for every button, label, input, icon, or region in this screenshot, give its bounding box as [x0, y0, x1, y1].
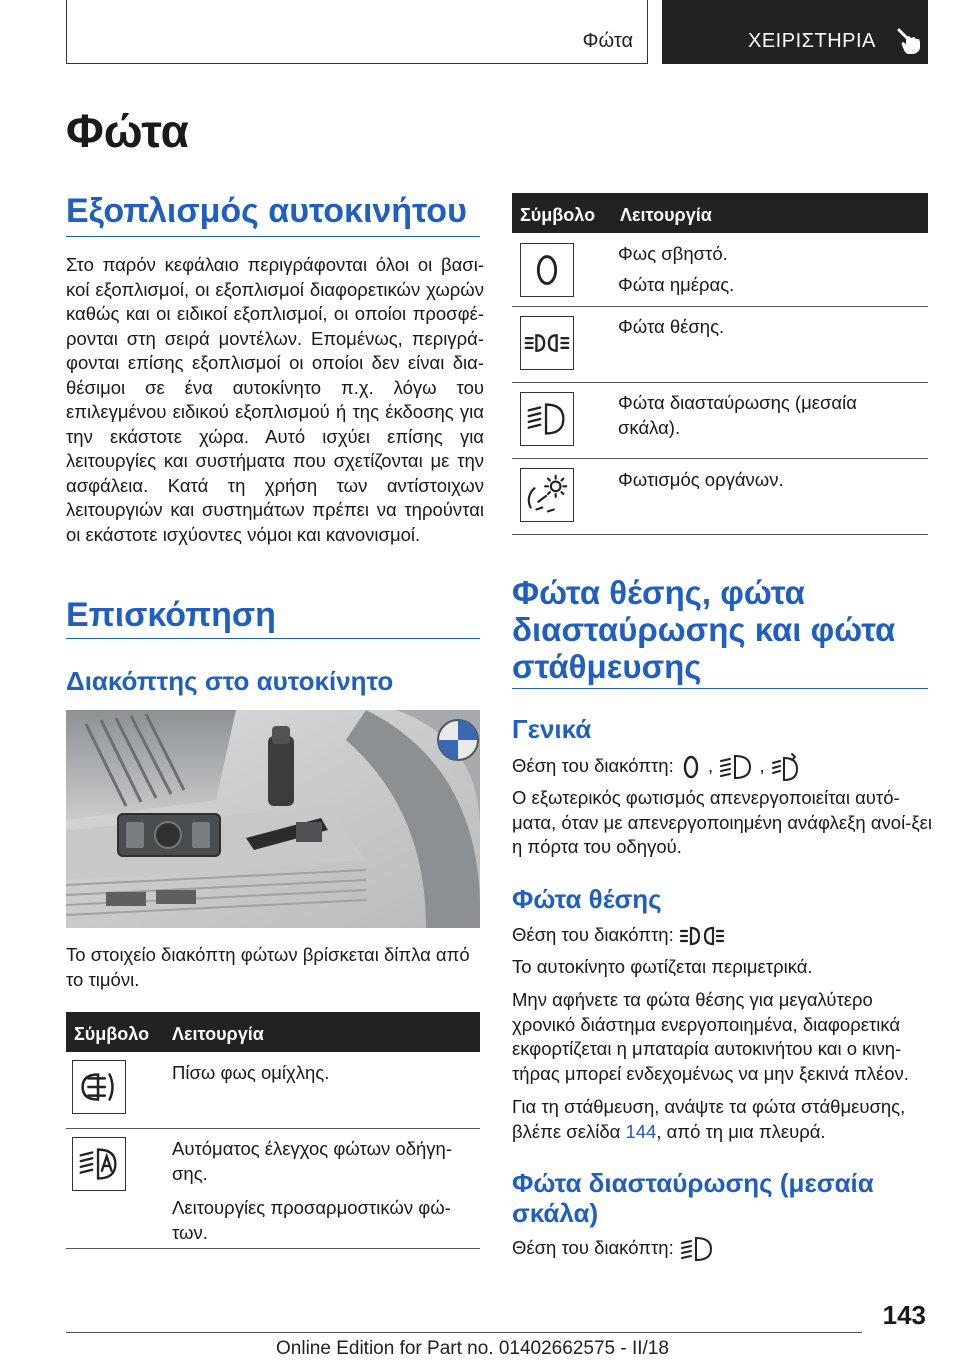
instrument-lighting-icon: [520, 468, 574, 522]
header-chapter-title: ΧΕΙΡΙΣΤΗΡΙΑ: [748, 30, 876, 52]
general-heading: Γενικά: [512, 714, 592, 744]
general-separator-1: ,: [708, 754, 714, 776]
parking-body-3-pre: Για τη στάθμευση, ανάψτε τα φώτα στάθμευσης, βλέπε σελίδα: [512, 1096, 906, 1142]
page-number: 143: [882, 1300, 926, 1330]
parking-body-3-post: , από τη μια πλευρά.: [656, 1120, 826, 1142]
footer-edition: Online Edition for Part no. 01402662575 - II/18: [276, 1338, 669, 1359]
right-table-bottom: [512, 534, 928, 535]
lights-off-icon: [520, 243, 574, 297]
switch-subheading: Διακόπτης στο αυτοκίνητο: [66, 666, 394, 696]
parking-lights-icon: [520, 316, 574, 370]
automatic-headlight-icon: [72, 1137, 126, 1191]
low-beam-inline-icon: [718, 752, 754, 782]
low-beam-switch-label: Θέση του διακόπτη:: [512, 1236, 674, 1258]
left-table-header: [66, 1012, 480, 1052]
light-switch-photo: [66, 710, 480, 928]
rear-fog-light-icon: [72, 1060, 126, 1114]
left-row-2-text-1: Αυτόματος έλεγχος φώτων οδήγη-σης.: [172, 1138, 452, 1184]
right-col-function: Λειτουργία: [620, 205, 712, 225]
switch-caption: Το στοιχείο διακόπτη φώτων βρίσκεται δίπλα από το τιμόνι.: [66, 944, 470, 990]
general-separator-2: ,: [759, 754, 765, 776]
low-beam-icon: [520, 392, 574, 446]
equipment-body: Στο παρόν κεφάλαιο περιγράφονται όλοι οι βασι-κοί εξοπλισμοί, οι εξοπλισμοί διαφορετικών χωρών καθώς και οι ειδικοί εξοπλισμοί, οι οποίοι προσφέ-ρονται στη σειρά μοντέλων. Επομένως, περιγρά-φονται επίσης εξοπλισμοί οι οποίοι δεν είναι δια-θέσιμοι σε ένα αυτοκίνητο π.χ. λόγω του επιλεγμένου ειδικού εξοπλισμού ή της έκδοσης για την εκάστοτε χώρα. Αυτό ισχύει επίσης για λειτουργίες και συστήματα που σχετίζονται με την ασφάλεια. Κατά τη χρήση των αντίστοιχων λειτουργιών και συστημάτων πρέπει να τηρούνται οι εκάστοτε ισχύοντες νόμοι και κανονισμοί.: [66, 254, 484, 545]
parking-lights-inline-icon: [679, 922, 729, 950]
left-row-1-text: Πίσω φως ομίχλης.: [172, 1062, 330, 1083]
header-chapter-box: [662, 0, 928, 64]
equipment-heading: Εξοπλισμός αυτοκινήτου: [66, 192, 467, 230]
lights-section-rule: [512, 688, 928, 689]
page-144-link[interactable]: 144: [625, 1120, 657, 1142]
header-section-title: Φώτα: [582, 30, 633, 52]
parking-body-2: Μην αφήνετε τα φώτα θέσης για μεγαλύτερο χρονικό διάστημα ενεργοποιημένα, διαφορετικά εκφορτίζεται η μπαταρία αυτοκινήτου και ο κινη-τήρας μπορεί ενδεχομένως να μην ξεκινά πλέον.: [512, 989, 909, 1084]
low-beam-heading: Φώτα διασταύρωσης (μεσαία σκάλα): [512, 1168, 874, 1228]
low-beam-inline-icon-2: [679, 1234, 715, 1264]
lights-off-inline-icon: [679, 752, 703, 782]
left-col-symbol: Σύμβολο: [74, 1024, 150, 1044]
parking-heading: Φώτα θέσης: [512, 884, 662, 914]
equipment-rule: [66, 236, 480, 237]
parking-body-1: Το αυτοκίνητο φωτίζεται περιμετρικά.: [512, 956, 813, 977]
right-col-symbol: Σύμβολο: [520, 205, 596, 225]
pointing-hand-icon: [895, 26, 923, 56]
parking-switch-line: [512, 922, 928, 950]
parking-body-3: [512, 1095, 932, 1144]
overview-rule: [66, 638, 480, 639]
left-row-2-text-2: Λειτουργίες προσαρμοστικών φώ-των.: [172, 1197, 451, 1243]
general-body: Ο εξωτερικός φωτισμός απενεργοποιείται αυτό-ματα, όταν με απενεργοποιημένη ανάφλεξη ανοί-ξει η πόρτα του οδηγού.: [512, 787, 932, 857]
general-switch-label: Θέση του διακόπτη:: [512, 754, 674, 776]
right-row-1-text-1: Φως σβηστό.: [618, 243, 728, 264]
right-row-divider-2: [512, 382, 928, 383]
automatic-headlight-inline-icon: [770, 752, 800, 782]
right-table-header: [512, 193, 928, 233]
right-row-3-text: Φώτα διασταύρωσης (μεσαία σκάλα).: [618, 392, 857, 438]
lights-section-heading: Φώτα θέσης, φώτα διασταύρωσης και φώτα στάθμευσης: [512, 574, 896, 685]
left-table-bottom: [66, 1248, 480, 1249]
parking-switch-label: Θέση του διακόπτη:: [512, 923, 674, 945]
right-row-divider-3: [512, 458, 928, 459]
right-row-divider-1: [512, 306, 928, 307]
low-beam-switch-line: [512, 1234, 928, 1264]
overview-heading: Επισκόπηση: [66, 596, 276, 634]
right-row-1-text-2: Φώτα ημέρας.: [618, 274, 735, 295]
header-section-box: [66, 0, 648, 64]
general-switch-line: [512, 752, 928, 782]
left-col-function: Λειτουργία: [172, 1024, 264, 1044]
footer-rule: [66, 1332, 862, 1333]
left-row-divider: [66, 1128, 480, 1129]
right-row-2-text: Φώτα θέσης.: [618, 316, 725, 337]
right-row-4-text: Φωτισμός οργάνων.: [618, 469, 784, 490]
page-title: Φώτα: [66, 105, 189, 157]
